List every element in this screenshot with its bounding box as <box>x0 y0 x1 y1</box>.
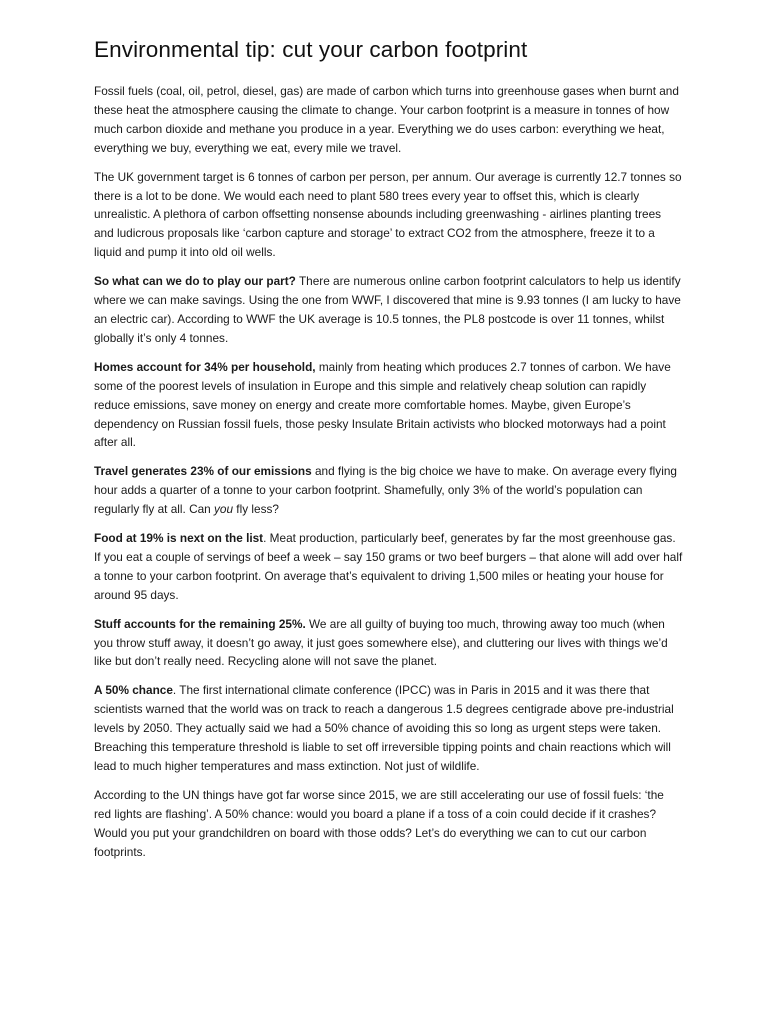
paragraph-lead: Homes account for 34% per household, <box>94 359 316 374</box>
paragraph-lead: Food at 19% is next on the list <box>94 531 264 546</box>
paragraph-emphasis: you <box>214 502 234 517</box>
paragraph-text: and flying is the big choice we have to make. On average every flying hour adds a quarter of a tonne to your carbon footprint. Shamefully, only 3% of the world’s population can regularly fly at all. Can <box>94 464 677 517</box>
paragraph-lead: Stuff accounts for the remaining 25%. <box>94 616 306 631</box>
paragraph-text: There are numerous online carbon footprint calculators to help us identify where we can make savings. Using the one from WWF, I discovered that mine is 9.93 tonnes (I am lucky to have an electric car). According to WWF the UK average is 10.5 tonnes, the PL8 postcode is over 11 tonnes, whilst globally it’s only 4 tonnes. <box>94 274 681 345</box>
paragraph-food <box>94 529 684 605</box>
document-page <box>94 36 684 872</box>
paragraph-uk-target <box>94 168 684 263</box>
paragraph-text: The UK government target is 6 tonnes of carbon per person, per annum. Our average is currently 12.7 tonnes so there is a lot to be done. We would each need to plant 580 trees every year to offset this, which is clearly unrealistic. A plethora of carbon offsetting nonsense abounds including greenwashing - airlines planting trees and ludicrous proposals like ‘carbon capture and storage’ to extract CO2 from the atmosphere, freeze it to a liquid and pump it into old oil wells. <box>94 169 682 260</box>
paragraph-fifty-percent <box>94 681 684 776</box>
paragraph-text: mainly from heating which produces 2.7 tonnes of carbon. We have some of the poorest levels of insulation in Europe and this simple and relatively cheap solution can rapidly reduce emissions, save money on energy and create more comfortable homes. Maybe, given Europe’s dependency on Russian fossil fuels, those pesky Insulate Britain activists who blocked motorways had a point after all. <box>94 359 671 450</box>
paragraph-travel <box>94 462 684 519</box>
paragraph-text: . The first international climate conference (IPCC) was in Paris in 2015 and it was there that scientists warned that the world was on track to reach a dangerous 1.5 degrees centigrade above pre-industrial levels by 2050. They actually said we had a 50% chance of avoiding this so long as urgent steps were taken. Breaching this temperature threshold is liable to set off irreversible tipping points and chain reactions which will lead to much higher temperatures and mass extinction. Not just of wildlife. <box>94 683 674 773</box>
paragraph-text-end: fly less? <box>233 502 279 517</box>
paragraph-lead: So what can we do to play our part? <box>94 274 296 289</box>
paragraph-intro <box>94 82 684 158</box>
paragraph-lead: A 50% chance <box>94 683 173 698</box>
paragraph-stuff <box>94 615 684 672</box>
paragraph-conclusion <box>94 786 684 862</box>
paragraph-text: We are all guilty of buying too much, throwing away too much (when you throw stuff away, it doesn’t go away, it just goes somewhere else), and cluttering our lives with things we’d like but don’t really need. Recycling alone will not save the planet. <box>94 616 668 669</box>
paragraph-text: Fossil fuels (coal, oil, petrol, diesel, gas) are made of carbon which turns into greenhouse gases when burnt and these heat the atmosphere causing the climate to change. Your carbon footprint is a measure in tonnes of how much carbon dioxide and methane you produce in a year. Everything we do uses carbon: everything we heat, everything we buy, everything we eat, every mile we travel. <box>94 84 679 155</box>
page-title: Environmental tip: cut your carbon footprint <box>94 37 528 62</box>
paragraph-lead: Travel generates 23% of our emissions <box>94 464 312 479</box>
paragraph-text: According to the UN things have got far worse since 2015, we are still accelerating our use of fossil fuels: ‘the red lights are flashing’. A 50% chance: would you board a plane if a toss of a coin could decide if it crashes? Would you put your grandchildren on board with those odds? Let’s do everything we can to cut our carbon footprints. <box>94 787 664 859</box>
paragraph-what-can-we-do <box>94 272 684 348</box>
paragraph-homes <box>94 358 684 453</box>
paragraph-text: . Meat production, particularly beef, generates by far the most greenhouse gas. If you eat a couple of servings of beef a week – say 150 grams or two beef burgers – that alone will add over half a tonne to your carbon footprint. On average that’s equivalent to driving 1,500 miles or heating your house for around 95 days. <box>94 531 683 602</box>
